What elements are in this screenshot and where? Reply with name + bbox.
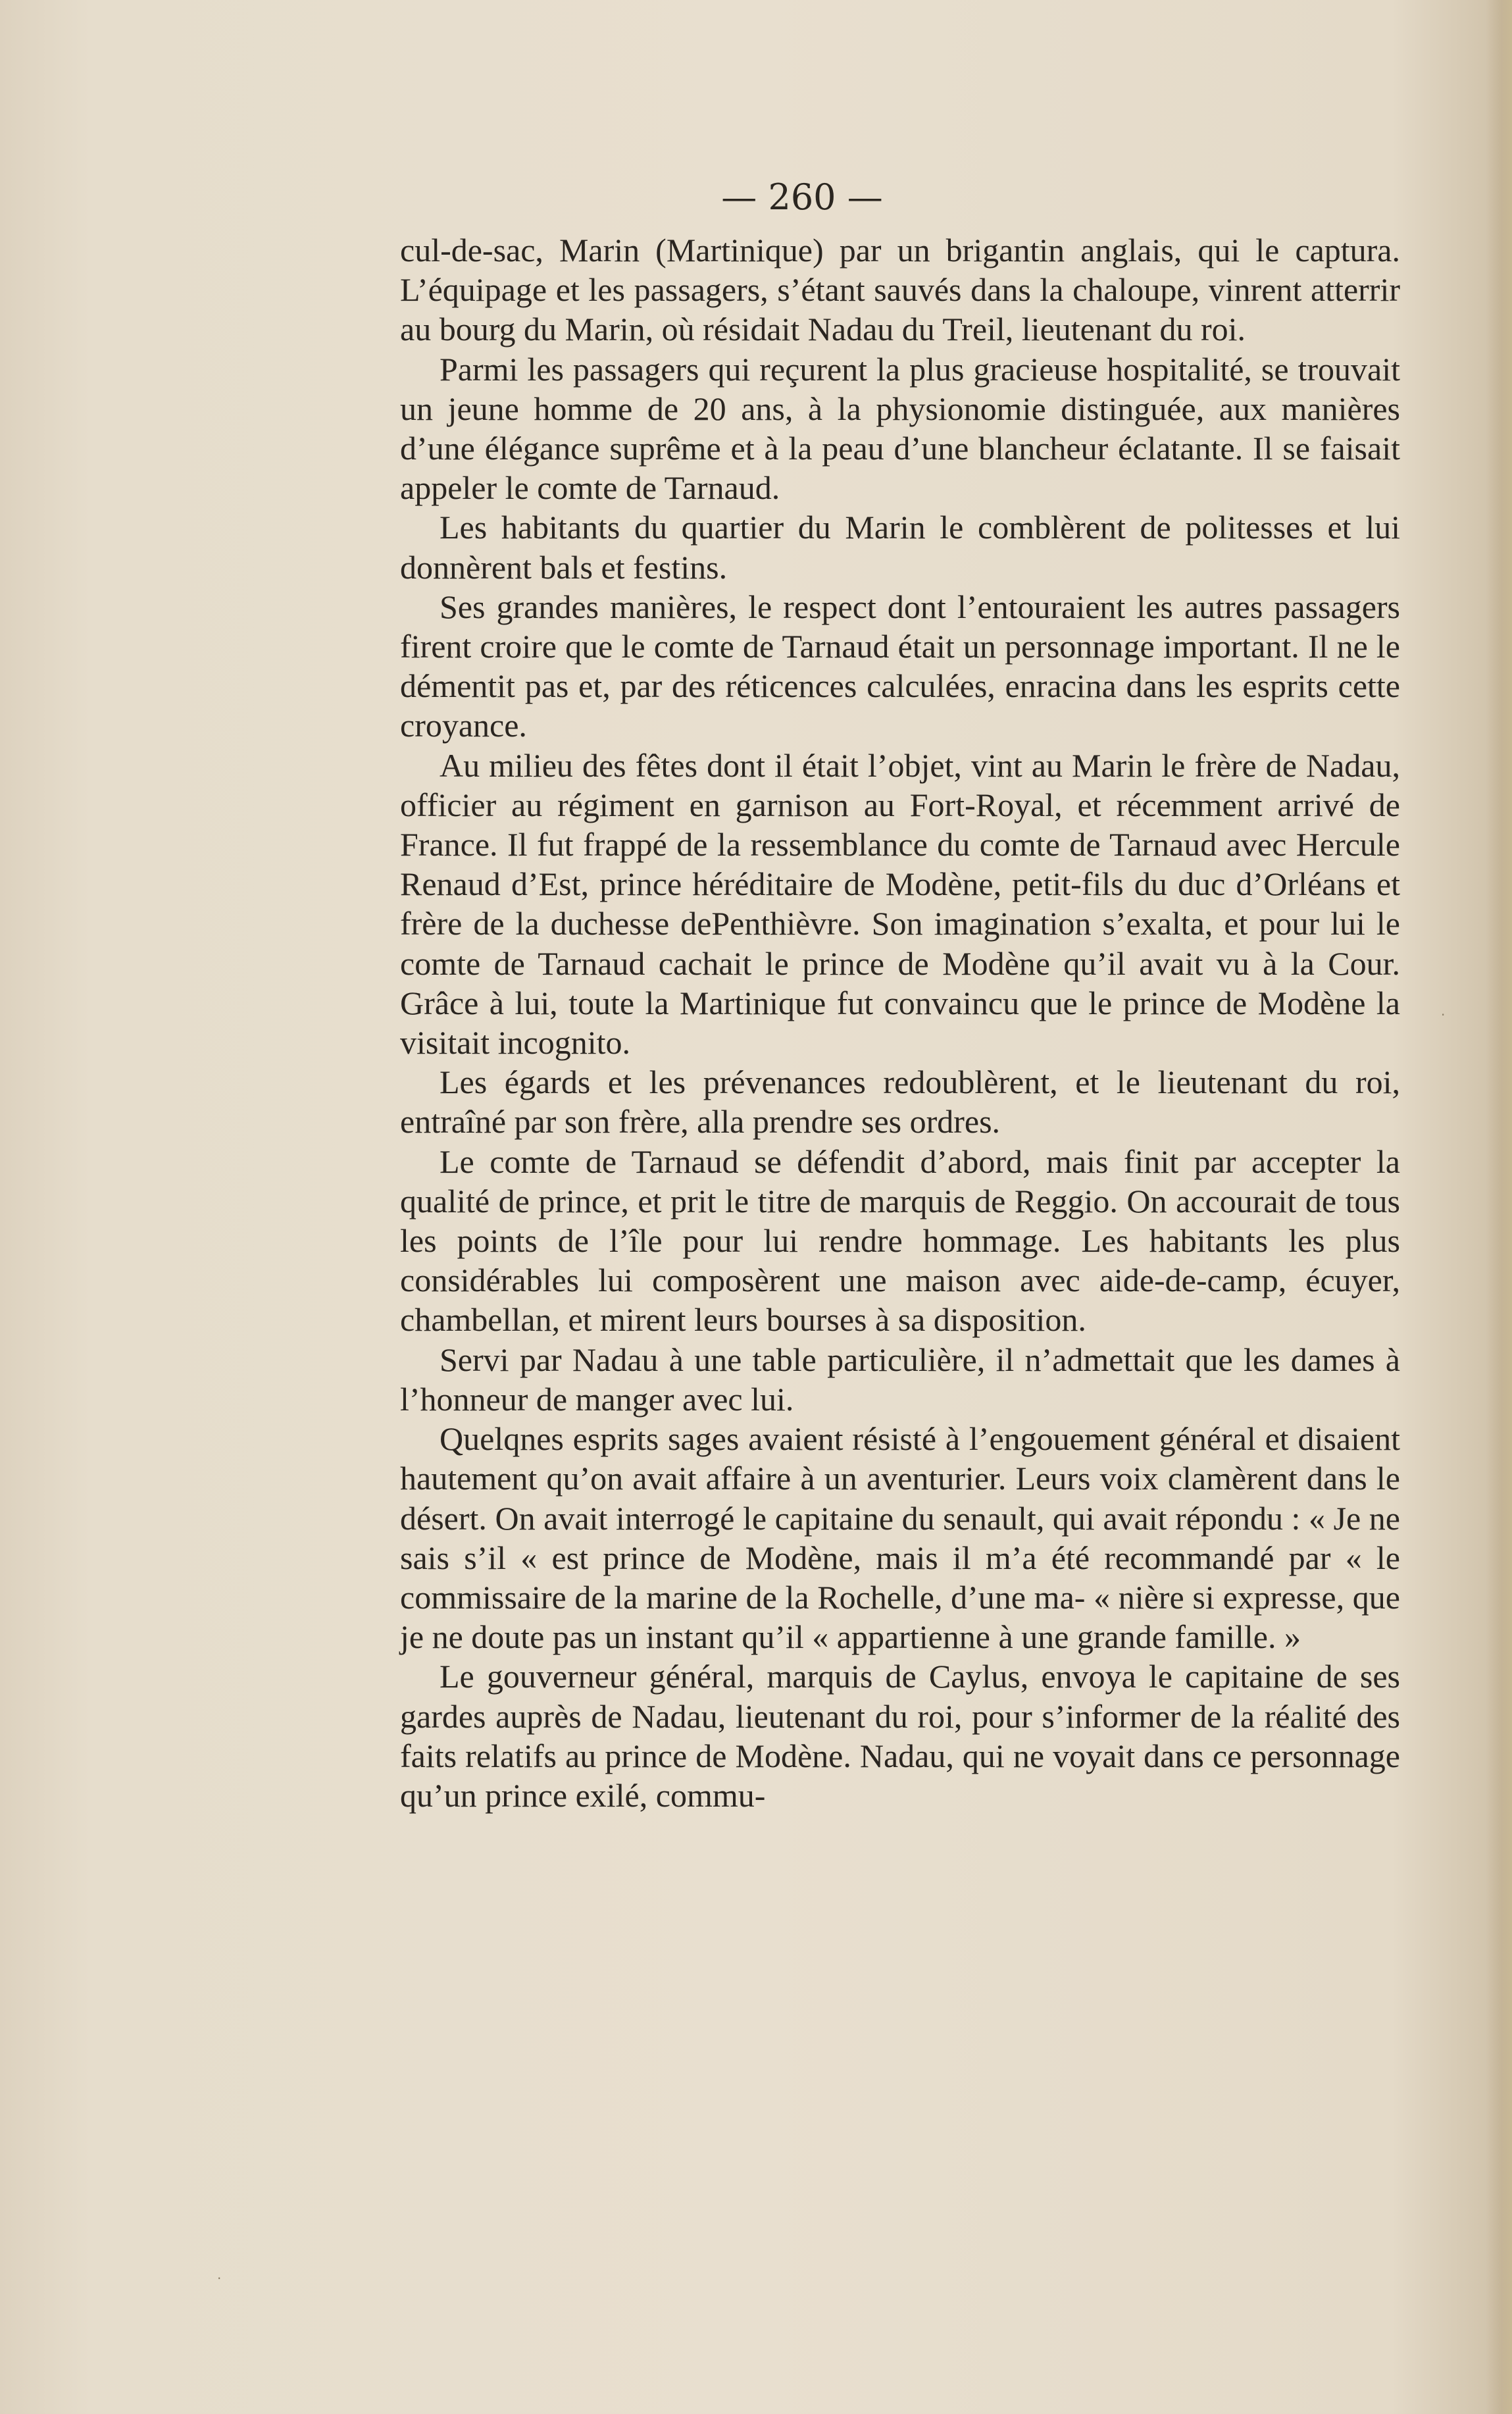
- paragraph: Ses grandes manières, le respect dont l’entouraient les autres passagers firent croire que le comte de Tarnaud était un personnage important. Il ne le démentit pas et, par des réticences calculées, enracina dans les esprits cette croyance.: [400, 588, 1400, 744]
- speck-mark: ·: [1441, 1007, 1446, 1023]
- paragraph: Quelqnes esprits sages avaient résisté à l’engouement général et disaient hautement qu’on avait affaire à un aventurier. Leurs voix clamèrent dans le désert. On avait interrogé le capitaine du senault, qui avait répondu : « Je ne sais s’il « est prince de Modène, mais il m’a été recommandé par « le commissaire de la marine de la Rochelle, d’une ma- « nière si expresse, que je ne doute pas un instant qu’il « appartienne à une grande famille. »: [400, 1420, 1400, 1656]
- paragraph: Le comte de Tarnaud se défendit d’abord, mais finit par accepter la qualité de prince, et prit le titre de marquis de Reggio. On accourait de tous les points de l’île pour lui rendre hommage. Les habitants les plus considérables lui composèrent une maison avec aide-de-camp, écuyer, chambellan, et mirent leurs bourses à sa disposition.: [400, 1143, 1400, 1339]
- paragraph: Servi par Nadau à une table particulière, il n’admettait que les dames à l’honneur de manger avec lui.: [400, 1341, 1400, 1418]
- paragraph: Au milieu des fêtes dont il était l’objet, vint au Marin le frère de Nadau, officier au régiment en garnison au Fort-Royal, et récemment arrivé de France. Il fut frappé de la ressemblance du comte de Tarnaud avec Hercule Renaud d’Est, prince héréditaire de Modène, petit-fils du duc d’Orléans et frère de la duchesse dePenthièvre. Son imagination s’exalta, et pour lui le comte de Tarnaud cachait le prince de Modène qu’il avait vu à la Cour. Grâce à lui, toute la Martinique fut convaincu que le prince de Modène la visitait incognito.: [400, 746, 1400, 1062]
- paragraph: Les habitants du quartier du Marin le comblèrent de politesses et lui donnèrent bals et festins.: [400, 509, 1400, 586]
- body-text: [400, 230, 1400, 1815]
- speck-mark: ·: [217, 2271, 222, 2286]
- page-edge-shadow: [1486, 0, 1512, 2414]
- paragraph: Les égards et les prévenances redoublèrent, et le lieutenant du roi, entraîné par son frère, alla prendre ses ordres.: [400, 1064, 1400, 1141]
- page-number: — 260 —: [721, 176, 883, 218]
- paragraph: Parmi les passagers qui reçurent la plus gracieuse hospitalité, se trouvait un jeune homme de 20 ans, à la physionomie distinguée, aux manières d’une élégance suprême et à la peau d’une blancheur éclatante. Il se faisait appeler le comte de Tarnaud.: [400, 350, 1400, 507]
- paragraph-continuation: cul-de-sac, Marin (Martinique) par un brigantin anglais, qui le captura. L’équipage et les passagers, s’étant sauvés dans la chaloupe, vinrent atterrir au bourg du Marin, où résidait Nadau du Treil, lieutenant du roi.: [400, 232, 1400, 348]
- paragraph: Le gouverneur général, marquis de Caylus, envoya le capitaine de ses gardes auprès de Nadau, lieutenant du roi, pour s’informer de la réalité des faits relatifs au prince de Modène. Nadau, qui ne voyait dans ce personnage qu’un prince exilé, commu-: [400, 1658, 1400, 1814]
